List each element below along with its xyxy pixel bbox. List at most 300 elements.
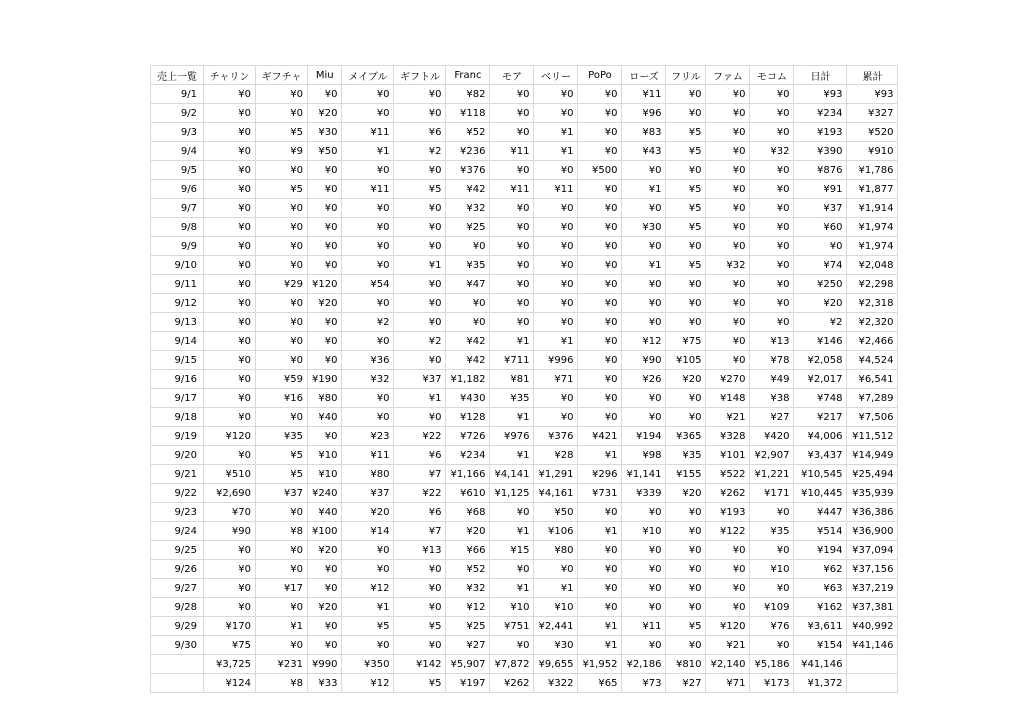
value-cell[interactable]: ¥0 bbox=[666, 579, 706, 598]
value-cell[interactable]: ¥1 bbox=[622, 256, 666, 275]
value-cell[interactable]: ¥190 bbox=[308, 370, 342, 389]
value-cell[interactable]: ¥1 bbox=[578, 636, 622, 655]
value-cell[interactable]: ¥35 bbox=[256, 427, 308, 446]
value-cell[interactable]: ¥2,441 bbox=[534, 617, 578, 636]
date-cell[interactable]: 9/20 bbox=[151, 446, 204, 465]
value-cell[interactable]: ¥0 bbox=[446, 294, 490, 313]
value-cell[interactable]: ¥2 bbox=[342, 313, 394, 332]
total-cell[interactable]: ¥1,952 bbox=[578, 655, 622, 674]
value-cell[interactable]: ¥0 bbox=[342, 85, 394, 104]
value-cell[interactable]: ¥1,974 bbox=[847, 237, 898, 256]
date-cell[interactable]: 9/9 bbox=[151, 237, 204, 256]
column-header[interactable]: ベリー bbox=[534, 66, 578, 85]
value-cell[interactable]: ¥0 bbox=[706, 104, 750, 123]
value-cell[interactable]: ¥0 bbox=[490, 560, 534, 579]
total-cell[interactable]: ¥5,186 bbox=[750, 655, 794, 674]
value-cell[interactable]: ¥1,141 bbox=[622, 465, 666, 484]
column-header[interactable]: 累計 bbox=[847, 66, 898, 85]
value-cell[interactable]: ¥22 bbox=[394, 427, 446, 446]
value-cell[interactable]: ¥32 bbox=[706, 256, 750, 275]
value-cell[interactable]: ¥20 bbox=[794, 294, 847, 313]
value-cell[interactable]: ¥0 bbox=[622, 389, 666, 408]
value-cell[interactable]: ¥0 bbox=[308, 199, 342, 218]
date-cell[interactable]: 9/21 bbox=[151, 465, 204, 484]
value-cell[interactable]: ¥1 bbox=[394, 256, 446, 275]
value-cell[interactable]: ¥1 bbox=[534, 332, 578, 351]
total-cell[interactable]: ¥142 bbox=[394, 655, 446, 674]
value-cell[interactable]: ¥20 bbox=[308, 104, 342, 123]
value-cell[interactable]: ¥0 bbox=[578, 237, 622, 256]
value-cell[interactable]: ¥194 bbox=[622, 427, 666, 446]
value-cell[interactable]: ¥4,006 bbox=[794, 427, 847, 446]
value-cell[interactable]: ¥0 bbox=[622, 598, 666, 617]
value-cell[interactable]: ¥8 bbox=[256, 522, 308, 541]
value-cell[interactable]: ¥32 bbox=[342, 370, 394, 389]
value-cell[interactable]: ¥17 bbox=[256, 579, 308, 598]
value-cell[interactable]: ¥430 bbox=[446, 389, 490, 408]
total-cell[interactable]: ¥2,186 bbox=[622, 655, 666, 674]
value-cell[interactable]: ¥9 bbox=[256, 142, 308, 161]
value-cell[interactable]: ¥193 bbox=[706, 503, 750, 522]
value-cell[interactable]: ¥30 bbox=[622, 218, 666, 237]
value-cell[interactable]: ¥0 bbox=[578, 541, 622, 560]
value-cell[interactable]: ¥1,974 bbox=[847, 218, 898, 237]
value-cell[interactable]: ¥5 bbox=[666, 142, 706, 161]
value-cell[interactable]: ¥118 bbox=[446, 104, 490, 123]
value-cell[interactable]: ¥0 bbox=[750, 256, 794, 275]
column-header[interactable]: ギフチャ bbox=[256, 66, 308, 85]
value-cell[interactable]: ¥109 bbox=[750, 598, 794, 617]
value-cell[interactable]: ¥0 bbox=[666, 104, 706, 123]
value-cell[interactable]: ¥0 bbox=[490, 275, 534, 294]
value-cell[interactable]: ¥748 bbox=[794, 389, 847, 408]
value-cell[interactable]: ¥54 bbox=[342, 275, 394, 294]
value-cell[interactable]: ¥35 bbox=[750, 522, 794, 541]
value-cell[interactable]: ¥6 bbox=[394, 123, 446, 142]
date-cell[interactable]: 9/2 bbox=[151, 104, 204, 123]
value-cell[interactable]: ¥90 bbox=[622, 351, 666, 370]
value-cell[interactable]: ¥0 bbox=[666, 85, 706, 104]
value-cell[interactable]: ¥0 bbox=[750, 218, 794, 237]
value-cell[interactable]: ¥0 bbox=[578, 313, 622, 332]
value-cell[interactable]: ¥10 bbox=[308, 465, 342, 484]
value-cell[interactable]: ¥0 bbox=[622, 541, 666, 560]
value-cell[interactable]: ¥171 bbox=[750, 484, 794, 503]
value-cell[interactable]: ¥75 bbox=[204, 636, 256, 655]
value-cell[interactable]: ¥0 bbox=[490, 313, 534, 332]
value-cell[interactable]: ¥37,094 bbox=[847, 541, 898, 560]
value-cell[interactable]: ¥376 bbox=[446, 161, 490, 180]
value-cell[interactable]: ¥0 bbox=[308, 579, 342, 598]
value-cell[interactable]: ¥0 bbox=[308, 237, 342, 256]
value-cell[interactable]: ¥0 bbox=[622, 408, 666, 427]
value-cell[interactable]: ¥522 bbox=[706, 465, 750, 484]
value-cell[interactable]: ¥1,166 bbox=[446, 465, 490, 484]
value-cell[interactable]: ¥0 bbox=[578, 579, 622, 598]
value-cell[interactable]: ¥20 bbox=[666, 484, 706, 503]
total-cell[interactable]: ¥41,146 bbox=[794, 655, 847, 674]
value-cell[interactable]: ¥234 bbox=[446, 446, 490, 465]
value-cell[interactable]: ¥0 bbox=[622, 294, 666, 313]
date-cell[interactable]: 9/3 bbox=[151, 123, 204, 142]
date-cell[interactable]: 9/18 bbox=[151, 408, 204, 427]
value-cell[interactable]: ¥0 bbox=[204, 180, 256, 199]
average-cell[interactable]: ¥124 bbox=[204, 674, 256, 693]
value-cell[interactable]: ¥60 bbox=[794, 218, 847, 237]
value-cell[interactable]: ¥910 bbox=[847, 142, 898, 161]
value-cell[interactable]: ¥0 bbox=[750, 180, 794, 199]
value-cell[interactable]: ¥5 bbox=[256, 123, 308, 142]
value-cell[interactable]: ¥500 bbox=[578, 161, 622, 180]
value-cell[interactable]: ¥0 bbox=[394, 408, 446, 427]
value-cell[interactable]: ¥47 bbox=[446, 275, 490, 294]
value-cell[interactable]: ¥0 bbox=[256, 294, 308, 313]
value-cell[interactable]: ¥12 bbox=[622, 332, 666, 351]
value-cell[interactable]: ¥30 bbox=[534, 636, 578, 655]
value-cell[interactable]: ¥0 bbox=[204, 237, 256, 256]
column-header-title[interactable]: 売上一覧 bbox=[151, 66, 204, 85]
value-cell[interactable]: ¥0 bbox=[750, 579, 794, 598]
value-cell[interactable]: ¥20 bbox=[446, 522, 490, 541]
value-cell[interactable]: ¥0 bbox=[394, 294, 446, 313]
value-cell[interactable]: ¥0 bbox=[256, 503, 308, 522]
value-cell[interactable]: ¥5 bbox=[256, 446, 308, 465]
value-cell[interactable]: ¥11 bbox=[342, 446, 394, 465]
value-cell[interactable]: ¥52 bbox=[446, 123, 490, 142]
column-header[interactable]: 日計 bbox=[794, 66, 847, 85]
value-cell[interactable]: ¥1 bbox=[534, 579, 578, 598]
total-cell[interactable]: ¥3,725 bbox=[204, 655, 256, 674]
value-cell[interactable]: ¥14,949 bbox=[847, 446, 898, 465]
value-cell[interactable]: ¥37,381 bbox=[847, 598, 898, 617]
value-cell[interactable]: ¥0 bbox=[706, 541, 750, 560]
value-cell[interactable]: ¥27 bbox=[750, 408, 794, 427]
date-cell[interactable]: 9/30 bbox=[151, 636, 204, 655]
value-cell[interactable]: ¥2,318 bbox=[847, 294, 898, 313]
value-cell[interactable]: ¥11,512 bbox=[847, 427, 898, 446]
value-cell[interactable]: ¥0 bbox=[308, 256, 342, 275]
value-cell[interactable]: ¥0 bbox=[622, 237, 666, 256]
average-cell[interactable]: ¥73 bbox=[622, 674, 666, 693]
value-cell[interactable]: ¥0 bbox=[342, 389, 394, 408]
value-cell[interactable]: ¥0 bbox=[490, 294, 534, 313]
value-cell[interactable]: ¥0 bbox=[256, 104, 308, 123]
column-header[interactable]: ギフトル bbox=[394, 66, 446, 85]
column-header[interactable]: ローズ bbox=[622, 66, 666, 85]
value-cell[interactable]: ¥0 bbox=[204, 598, 256, 617]
value-cell[interactable]: ¥0 bbox=[706, 218, 750, 237]
value-cell[interactable]: ¥0 bbox=[342, 560, 394, 579]
value-cell[interactable]: ¥1,221 bbox=[750, 465, 794, 484]
value-cell[interactable]: ¥7 bbox=[394, 522, 446, 541]
value-cell[interactable]: ¥29 bbox=[256, 275, 308, 294]
average-cell[interactable]: ¥5 bbox=[394, 674, 446, 693]
value-cell[interactable]: ¥0 bbox=[706, 237, 750, 256]
value-cell[interactable]: ¥0 bbox=[706, 142, 750, 161]
value-cell[interactable]: ¥0 bbox=[534, 85, 578, 104]
date-cell[interactable]: 9/4 bbox=[151, 142, 204, 161]
value-cell[interactable]: ¥82 bbox=[446, 85, 490, 104]
value-cell[interactable]: ¥0 bbox=[578, 199, 622, 218]
column-header[interactable]: フリル bbox=[666, 66, 706, 85]
value-cell[interactable]: ¥1 bbox=[342, 142, 394, 161]
value-cell[interactable]: ¥96 bbox=[622, 104, 666, 123]
value-cell[interactable]: ¥0 bbox=[342, 199, 394, 218]
value-cell[interactable]: ¥0 bbox=[204, 142, 256, 161]
value-cell[interactable]: ¥11 bbox=[622, 617, 666, 636]
value-cell[interactable]: ¥155 bbox=[666, 465, 706, 484]
value-cell[interactable]: ¥122 bbox=[706, 522, 750, 541]
value-cell[interactable]: ¥1 bbox=[490, 408, 534, 427]
value-cell[interactable]: ¥0 bbox=[490, 237, 534, 256]
value-cell[interactable]: ¥376 bbox=[534, 427, 578, 446]
value-cell[interactable]: ¥0 bbox=[342, 104, 394, 123]
value-cell[interactable]: ¥20 bbox=[666, 370, 706, 389]
value-cell[interactable]: ¥0 bbox=[256, 256, 308, 275]
value-cell[interactable]: ¥0 bbox=[578, 351, 622, 370]
value-cell[interactable]: ¥11 bbox=[342, 180, 394, 199]
value-cell[interactable]: ¥0 bbox=[622, 275, 666, 294]
value-cell[interactable]: ¥41,146 bbox=[847, 636, 898, 655]
value-cell[interactable]: ¥610 bbox=[446, 484, 490, 503]
value-cell[interactable]: ¥0 bbox=[578, 85, 622, 104]
value-cell[interactable]: ¥0 bbox=[308, 180, 342, 199]
value-cell[interactable]: ¥35,939 bbox=[847, 484, 898, 503]
date-cell[interactable]: 9/7 bbox=[151, 199, 204, 218]
value-cell[interactable]: ¥0 bbox=[446, 237, 490, 256]
value-cell[interactable]: ¥0 bbox=[666, 237, 706, 256]
value-cell[interactable]: ¥0 bbox=[578, 275, 622, 294]
date-cell[interactable]: 9/1 bbox=[151, 85, 204, 104]
value-cell[interactable]: ¥120 bbox=[204, 427, 256, 446]
value-cell[interactable]: ¥5 bbox=[666, 617, 706, 636]
value-cell[interactable]: ¥42 bbox=[446, 332, 490, 351]
value-cell[interactable]: ¥0 bbox=[490, 104, 534, 123]
value-cell[interactable]: ¥0 bbox=[394, 237, 446, 256]
value-cell[interactable]: ¥328 bbox=[706, 427, 750, 446]
value-cell[interactable]: ¥5 bbox=[666, 256, 706, 275]
value-cell[interactable]: ¥0 bbox=[256, 598, 308, 617]
value-cell[interactable]: ¥25,494 bbox=[847, 465, 898, 484]
value-cell[interactable]: ¥70 bbox=[204, 503, 256, 522]
value-cell[interactable]: ¥0 bbox=[308, 332, 342, 351]
value-cell[interactable]: ¥25 bbox=[446, 218, 490, 237]
date-cell[interactable]: 9/14 bbox=[151, 332, 204, 351]
value-cell[interactable]: ¥0 bbox=[578, 218, 622, 237]
value-cell[interactable]: ¥11 bbox=[342, 123, 394, 142]
value-cell[interactable]: ¥1 bbox=[490, 579, 534, 598]
date-cell[interactable]: 9/27 bbox=[151, 579, 204, 598]
value-cell[interactable]: ¥0 bbox=[308, 617, 342, 636]
average-cell[interactable]: ¥322 bbox=[534, 674, 578, 693]
value-cell[interactable]: ¥93 bbox=[847, 85, 898, 104]
column-header[interactable]: メイブル bbox=[342, 66, 394, 85]
total-cell[interactable] bbox=[151, 655, 204, 674]
value-cell[interactable]: ¥1 bbox=[578, 522, 622, 541]
value-cell[interactable]: ¥0 bbox=[622, 199, 666, 218]
value-cell[interactable]: ¥0 bbox=[534, 104, 578, 123]
value-cell[interactable]: ¥90 bbox=[204, 522, 256, 541]
value-cell[interactable]: ¥98 bbox=[622, 446, 666, 465]
value-cell[interactable]: ¥11 bbox=[490, 142, 534, 161]
date-cell[interactable]: 9/8 bbox=[151, 218, 204, 237]
date-cell[interactable]: 9/16 bbox=[151, 370, 204, 389]
value-cell[interactable]: ¥327 bbox=[847, 104, 898, 123]
value-cell[interactable]: ¥0 bbox=[622, 503, 666, 522]
value-cell[interactable]: ¥1,291 bbox=[534, 465, 578, 484]
column-header[interactable]: Miu bbox=[308, 66, 342, 85]
value-cell[interactable]: ¥0 bbox=[578, 123, 622, 142]
value-cell[interactable]: ¥234 bbox=[794, 104, 847, 123]
value-cell[interactable]: ¥1 bbox=[578, 446, 622, 465]
value-cell[interactable]: ¥120 bbox=[308, 275, 342, 294]
value-cell[interactable]: ¥2,298 bbox=[847, 275, 898, 294]
value-cell[interactable]: ¥35 bbox=[446, 256, 490, 275]
value-cell[interactable]: ¥0 bbox=[204, 104, 256, 123]
value-cell[interactable]: ¥37,219 bbox=[847, 579, 898, 598]
value-cell[interactable]: ¥42 bbox=[446, 351, 490, 370]
value-cell[interactable]: ¥0 bbox=[204, 389, 256, 408]
value-cell[interactable]: ¥447 bbox=[794, 503, 847, 522]
value-cell[interactable]: ¥0 bbox=[750, 199, 794, 218]
value-cell[interactable]: ¥10 bbox=[622, 522, 666, 541]
value-cell[interactable]: ¥35 bbox=[666, 446, 706, 465]
value-cell[interactable]: ¥0 bbox=[490, 161, 534, 180]
value-cell[interactable]: ¥0 bbox=[342, 161, 394, 180]
value-cell[interactable]: ¥37 bbox=[256, 484, 308, 503]
value-cell[interactable]: ¥4,161 bbox=[534, 484, 578, 503]
value-cell[interactable]: ¥0 bbox=[706, 313, 750, 332]
value-cell[interactable]: ¥11 bbox=[622, 85, 666, 104]
value-cell[interactable]: ¥0 bbox=[534, 218, 578, 237]
value-cell[interactable]: ¥0 bbox=[578, 332, 622, 351]
value-cell[interactable]: ¥0 bbox=[706, 560, 750, 579]
value-cell[interactable]: ¥0 bbox=[534, 275, 578, 294]
value-cell[interactable]: ¥0 bbox=[666, 560, 706, 579]
value-cell[interactable]: ¥0 bbox=[666, 389, 706, 408]
value-cell[interactable]: ¥0 bbox=[622, 560, 666, 579]
value-cell[interactable]: ¥32 bbox=[446, 199, 490, 218]
value-cell[interactable]: ¥0 bbox=[578, 408, 622, 427]
value-cell[interactable]: ¥0 bbox=[622, 579, 666, 598]
value-cell[interactable]: ¥0 bbox=[256, 199, 308, 218]
value-cell[interactable]: ¥35 bbox=[490, 389, 534, 408]
value-cell[interactable]: ¥42 bbox=[446, 180, 490, 199]
value-cell[interactable]: ¥0 bbox=[256, 85, 308, 104]
value-cell[interactable]: ¥5 bbox=[666, 218, 706, 237]
value-cell[interactable]: ¥0 bbox=[750, 237, 794, 256]
value-cell[interactable]: ¥1,877 bbox=[847, 180, 898, 199]
value-cell[interactable]: ¥0 bbox=[394, 275, 446, 294]
value-cell[interactable]: ¥5 bbox=[666, 180, 706, 199]
value-cell[interactable]: ¥0 bbox=[706, 161, 750, 180]
value-cell[interactable]: ¥36,900 bbox=[847, 522, 898, 541]
value-cell[interactable]: ¥0 bbox=[204, 85, 256, 104]
value-cell[interactable]: ¥0 bbox=[394, 313, 446, 332]
value-cell[interactable]: ¥420 bbox=[750, 427, 794, 446]
value-cell[interactable]: ¥0 bbox=[204, 123, 256, 142]
value-cell[interactable]: ¥83 bbox=[622, 123, 666, 142]
value-cell[interactable]: ¥0 bbox=[308, 560, 342, 579]
date-cell[interactable]: 9/19 bbox=[151, 427, 204, 446]
value-cell[interactable]: ¥1 bbox=[490, 522, 534, 541]
value-cell[interactable]: ¥101 bbox=[706, 446, 750, 465]
value-cell[interactable]: ¥0 bbox=[204, 199, 256, 218]
value-cell[interactable]: ¥0 bbox=[342, 218, 394, 237]
value-cell[interactable]: ¥1 bbox=[622, 180, 666, 199]
value-cell[interactable]: ¥1 bbox=[490, 332, 534, 351]
total-cell[interactable]: ¥5,907 bbox=[446, 655, 490, 674]
value-cell[interactable]: ¥0 bbox=[342, 237, 394, 256]
value-cell[interactable]: ¥217 bbox=[794, 408, 847, 427]
value-cell[interactable]: ¥148 bbox=[706, 389, 750, 408]
value-cell[interactable]: ¥0 bbox=[308, 351, 342, 370]
average-cell[interactable]: ¥65 bbox=[578, 674, 622, 693]
column-header[interactable]: ファム bbox=[706, 66, 750, 85]
value-cell[interactable]: ¥0 bbox=[256, 313, 308, 332]
value-cell[interactable]: ¥0 bbox=[394, 598, 446, 617]
value-cell[interactable]: ¥1,786 bbox=[847, 161, 898, 180]
value-cell[interactable]: ¥1,914 bbox=[847, 199, 898, 218]
value-cell[interactable]: ¥0 bbox=[394, 199, 446, 218]
value-cell[interactable]: ¥0 bbox=[490, 123, 534, 142]
value-cell[interactable]: ¥0 bbox=[342, 541, 394, 560]
value-cell[interactable]: ¥37 bbox=[342, 484, 394, 503]
value-cell[interactable]: ¥0 bbox=[394, 636, 446, 655]
value-cell[interactable]: ¥0 bbox=[578, 142, 622, 161]
value-cell[interactable]: ¥2,058 bbox=[794, 351, 847, 370]
value-cell[interactable]: ¥0 bbox=[666, 598, 706, 617]
total-cell[interactable]: ¥231 bbox=[256, 655, 308, 674]
value-cell[interactable]: ¥0 bbox=[750, 123, 794, 142]
total-cell[interactable]: ¥990 bbox=[308, 655, 342, 674]
value-cell[interactable]: ¥5 bbox=[394, 617, 446, 636]
value-cell[interactable]: ¥1 bbox=[490, 446, 534, 465]
value-cell[interactable]: ¥240 bbox=[308, 484, 342, 503]
value-cell[interactable]: ¥16 bbox=[256, 389, 308, 408]
value-cell[interactable]: ¥80 bbox=[308, 389, 342, 408]
value-cell[interactable]: ¥10 bbox=[750, 560, 794, 579]
value-cell[interactable]: ¥91 bbox=[794, 180, 847, 199]
value-cell[interactable]: ¥0 bbox=[578, 370, 622, 389]
value-cell[interactable]: ¥0 bbox=[342, 408, 394, 427]
value-cell[interactable]: ¥0 bbox=[706, 598, 750, 617]
value-cell[interactable]: ¥0 bbox=[394, 218, 446, 237]
value-cell[interactable]: ¥0 bbox=[490, 503, 534, 522]
value-cell[interactable]: ¥0 bbox=[204, 161, 256, 180]
date-cell[interactable]: 9/24 bbox=[151, 522, 204, 541]
value-cell[interactable]: ¥4,141 bbox=[490, 465, 534, 484]
value-cell[interactable]: ¥0 bbox=[666, 161, 706, 180]
date-cell[interactable]: 9/25 bbox=[151, 541, 204, 560]
value-cell[interactable]: ¥0 bbox=[446, 313, 490, 332]
value-cell[interactable]: ¥20 bbox=[308, 541, 342, 560]
value-cell[interactable]: ¥5 bbox=[666, 123, 706, 142]
value-cell[interactable]: ¥13 bbox=[394, 541, 446, 560]
value-cell[interactable]: ¥0 bbox=[706, 123, 750, 142]
value-cell[interactable]: ¥0 bbox=[578, 503, 622, 522]
column-header[interactable]: チャリン bbox=[204, 66, 256, 85]
value-cell[interactable]: ¥0 bbox=[750, 541, 794, 560]
value-cell[interactable]: ¥0 bbox=[750, 313, 794, 332]
value-cell[interactable]: ¥36 bbox=[342, 351, 394, 370]
value-cell[interactable]: ¥43 bbox=[622, 142, 666, 161]
value-cell[interactable]: ¥0 bbox=[750, 294, 794, 313]
value-cell[interactable]: ¥10,445 bbox=[794, 484, 847, 503]
value-cell[interactable]: ¥162 bbox=[794, 598, 847, 617]
value-cell[interactable]: ¥0 bbox=[490, 218, 534, 237]
value-cell[interactable]: ¥0 bbox=[622, 636, 666, 655]
